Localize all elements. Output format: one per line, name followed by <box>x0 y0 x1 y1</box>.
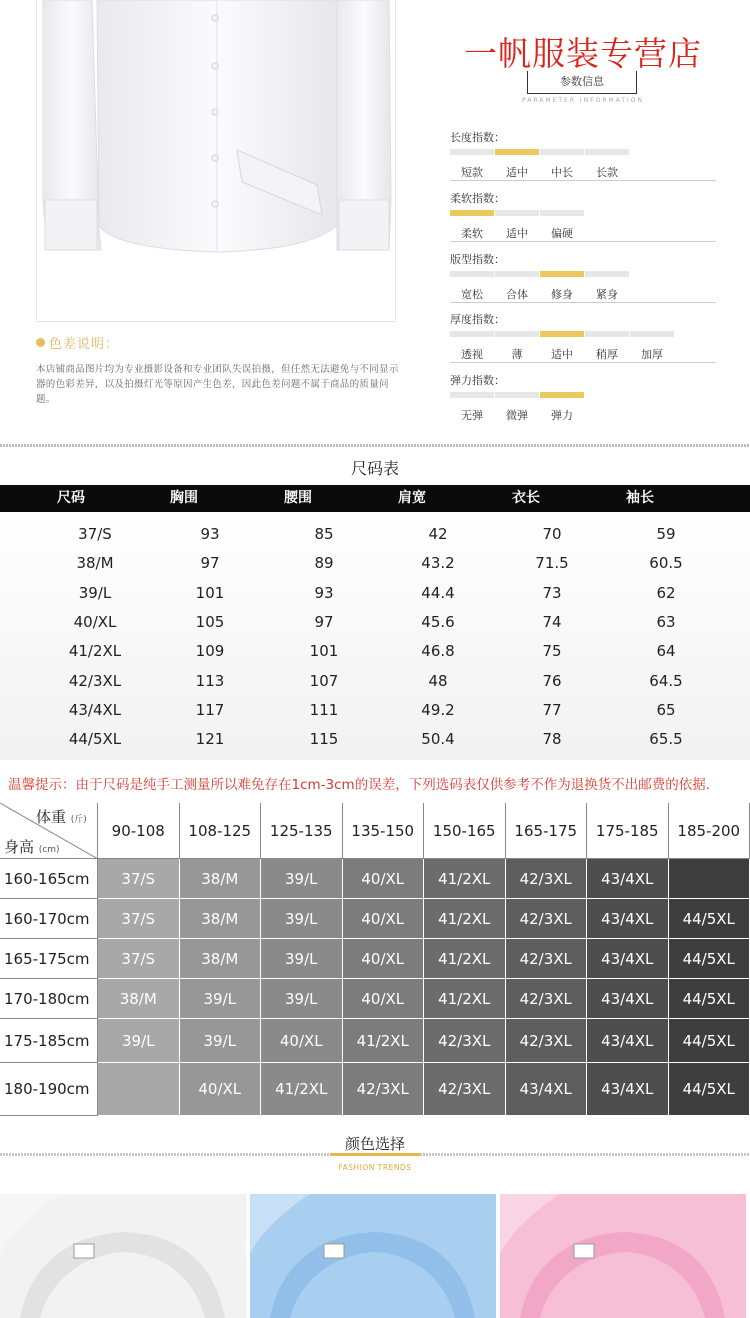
height-label: 身高 <box>4 838 35 856</box>
recommend-cell: 43/4XL <box>587 979 669 1019</box>
recommend-cell: 37/S <box>98 859 180 899</box>
size-cell: 97 <box>314 612 334 631</box>
height-header-cell: 175-185cm <box>0 1019 98 1063</box>
index-bar <box>450 271 716 301</box>
height-header-cell: 165-175cm <box>0 939 98 979</box>
recommend-cell: 39/L <box>98 1019 180 1063</box>
color-section-divider <box>0 1153 750 1156</box>
size-cell: 59 <box>656 525 676 543</box>
weight-header-cell: 125-135 <box>261 803 343 859</box>
index-bar <box>450 331 716 361</box>
recommend-cell: 40/XL <box>343 979 425 1019</box>
recommend-cell: 42/3XL <box>343 1063 425 1116</box>
index-option: 合体 <box>506 288 528 301</box>
size-recommendation-grid <box>0 803 750 1116</box>
recommend-cell: 37/S <box>98 939 180 979</box>
index-segment <box>495 331 539 337</box>
recommend-cell: 41/2XL <box>424 979 506 1019</box>
index-option: 短款 <box>461 166 483 179</box>
size-cell: 40/XL <box>73 612 117 631</box>
size-cell: 44.4 <box>421 583 455 602</box>
recommend-cell: 41/2XL <box>424 859 506 899</box>
recommend-cell: 39/L <box>261 899 343 939</box>
size-cell: 76 <box>542 671 562 690</box>
index-option: 弹力 <box>551 409 573 422</box>
color-section-subtitle: FASHION TRENDS <box>338 1163 412 1172</box>
recommend-cell: 44/5XL <box>669 899 750 939</box>
size-cell: 48 <box>428 671 448 690</box>
height-header-cell: 160-165cm <box>0 859 98 899</box>
weight-unit: (斤) <box>70 815 87 825</box>
gold-accent-line <box>330 1153 420 1156</box>
index-group <box>450 311 716 363</box>
index-option: 中长 <box>551 166 573 179</box>
weight-header-cell: 150-165 <box>424 803 506 859</box>
size-cell: 42/3XL <box>68 671 122 690</box>
recommend-cell: 43/4XL <box>587 1019 669 1063</box>
size-cell: 113 <box>195 671 225 690</box>
recommend-cell: 39/L <box>261 939 343 979</box>
recommend-cell: 37/S <box>98 899 180 939</box>
size-cell: 75 <box>542 642 562 661</box>
recommend-cell: 44/5XL <box>669 1063 750 1116</box>
recommend-cell: 41/2XL <box>261 1063 343 1116</box>
index-option: 适中 <box>506 227 528 240</box>
disclaimer-title-text: 色差说明： <box>49 337 120 352</box>
size-cell: 60.5 <box>649 554 683 573</box>
size-cell: 64 <box>656 642 676 661</box>
index-bar <box>450 392 716 422</box>
index-option: 宽松 <box>461 288 483 301</box>
weight-header-cell: 185-200 <box>669 803 750 859</box>
index-segment <box>585 331 629 337</box>
recommend-cell: 39/L <box>261 979 343 1019</box>
size-cell: 77 <box>542 700 562 719</box>
size-header-cell: 衣长 <box>512 490 540 506</box>
size-header-cell: 腰围 <box>284 490 312 506</box>
index-segment <box>585 149 629 155</box>
store-name: 一帆服装专营店 <box>464 34 702 73</box>
size-cell: 74 <box>542 612 562 631</box>
index-segment <box>450 271 494 277</box>
size-cell: 73 <box>542 583 562 602</box>
size-cell: 65 <box>656 700 676 719</box>
size-table-title: 尺码表 <box>350 459 399 478</box>
weight-header-cell: 175-185 <box>587 803 669 859</box>
recommend-cell: 40/XL <box>343 939 425 979</box>
product-image <box>36 0 396 322</box>
size-cell: 37/S <box>78 525 112 543</box>
index-segment <box>450 149 494 155</box>
index-bar <box>450 210 716 240</box>
recommend-cell <box>669 859 750 899</box>
recommend-cell: 38/M <box>98 979 180 1019</box>
index-option: 稍厚 <box>596 348 618 361</box>
size-cell: 109 <box>195 642 225 661</box>
size-cell: 43/4XL <box>68 700 122 719</box>
index-segment <box>495 210 539 216</box>
size-notice: 温馨提示：由于尺码是纯手工测量所以难免存在1cm-3cm的误差，下列选码表仅供参考不作为退换货不出邮费的依据. <box>8 777 710 793</box>
index-group <box>450 190 716 242</box>
size-cell: 121 <box>195 730 225 749</box>
recommend-cell: 43/4XL <box>587 899 669 939</box>
recommend-cell: 39/L <box>180 979 262 1019</box>
index-segment <box>540 210 584 216</box>
shirt-collar-icon <box>0 1194 246 1318</box>
size-header-cell: 胸围 <box>170 490 198 506</box>
weight-header-cell: 135-150 <box>343 803 425 859</box>
param-title: 参数信息 <box>527 71 637 94</box>
recommend-cell: 38/M <box>180 939 262 979</box>
index-group <box>450 251 716 303</box>
disclaimer-text: 本店铺商品图片均为专业摄影设备和专业团队失误拍摄，但任然无法避免与不同显示器的色彩差异，以及拍摄灯光等原因产生色差，因此色差问题不属于商品的质量问题。 <box>36 364 399 405</box>
size-cell: 41/2XL <box>68 642 122 661</box>
size-cell: 50.4 <box>421 730 455 749</box>
size-cell: 78 <box>542 730 562 749</box>
index-option: 加厚 <box>641 348 663 361</box>
weight-header-cell: 90-108 <box>98 803 180 859</box>
grid-corner-header <box>0 803 98 859</box>
index-segment <box>495 392 539 398</box>
size-cell: 39/L <box>78 583 112 602</box>
index-segment <box>450 331 494 337</box>
recommend-cell: 42/3XL <box>424 1063 506 1116</box>
bullet-dot-icon <box>36 338 45 347</box>
size-cell: 49.2 <box>421 700 455 719</box>
recommend-cell: 42/3XL <box>506 899 588 939</box>
recommend-cell: 42/3XL <box>506 979 588 1019</box>
size-cell: 70 <box>542 525 562 543</box>
height-header-cell: 180-190cm <box>0 1063 98 1116</box>
index-label: 弹力指数： <box>450 374 505 387</box>
recommend-cell: 43/4XL <box>587 859 669 899</box>
param-subtitle: PARAMETER INFORMATION <box>522 97 644 104</box>
size-cell: 44/5XL <box>68 730 122 749</box>
index-label: 柔软指数： <box>450 192 505 205</box>
size-cell: 89 <box>314 554 334 573</box>
index-segment <box>495 149 539 155</box>
index-option: 无弹 <box>461 409 483 422</box>
size-cell: 45.6 <box>421 612 455 631</box>
recommend-cell: 40/XL <box>180 1063 262 1116</box>
color-section-title: 颜色选择 <box>344 1135 405 1153</box>
size-cell: 115 <box>309 730 339 749</box>
white-shirt-illustration <box>37 0 396 322</box>
size-cell: 93 <box>314 583 334 602</box>
section-divider <box>0 444 750 447</box>
index-option: 紧身 <box>596 288 618 301</box>
height-header-cell: 160-170cm <box>0 899 98 939</box>
recommend-cell: 40/XL <box>343 899 425 939</box>
index-option: 偏硬 <box>551 227 573 240</box>
size-cell: 105 <box>195 612 225 631</box>
size-cell: 93 <box>200 525 220 543</box>
size-cell: 85 <box>314 525 334 543</box>
color-swatch-blue[interactable] <box>250 1194 496 1318</box>
recommend-cell <box>98 1063 180 1116</box>
index-group <box>450 372 716 422</box>
index-option: 柔软 <box>461 227 483 240</box>
size-header-cell: 肩宽 <box>398 490 426 506</box>
color-swatch-white[interactable] <box>0 1194 246 1318</box>
index-option: 透视 <box>461 348 483 361</box>
index-bar <box>450 149 716 179</box>
recommend-cell: 43/4XL <box>587 939 669 979</box>
size-cell: 42 <box>428 525 448 543</box>
recommend-cell: 38/M <box>180 899 262 939</box>
index-option: 适中 <box>551 348 573 361</box>
weight-axis-label <box>36 806 87 827</box>
recommend-cell: 42/3XL <box>424 1019 506 1063</box>
height-unit: (cm) <box>38 845 60 855</box>
recommend-cell: 42/3XL <box>506 939 588 979</box>
index-label: 长度指数： <box>450 131 505 144</box>
recommend-cell: 42/3XL <box>506 859 588 899</box>
index-segment <box>450 392 494 398</box>
size-cell: 46.8 <box>421 642 455 661</box>
size-header-cell: 袖长 <box>626 490 654 506</box>
size-table-body <box>0 512 750 760</box>
size-cell: 38/M <box>76 554 114 573</box>
height-axis-label <box>4 836 60 857</box>
shirt-collar-icon <box>500 1194 746 1318</box>
recommend-cell: 38/M <box>180 859 262 899</box>
product-info-section <box>0 0 750 445</box>
recommend-cell: 44/5XL <box>669 979 750 1019</box>
recommend-cell: 43/4XL <box>506 1063 588 1116</box>
size-cell: 64.5 <box>649 671 683 690</box>
size-cell: 65.5 <box>649 730 683 749</box>
index-segment <box>585 271 629 277</box>
shirt-collar-icon <box>250 1194 496 1318</box>
index-option: 薄 <box>511 348 523 361</box>
recommend-cell: 44/5XL <box>669 939 750 979</box>
size-header-cell: 尺码 <box>57 490 85 506</box>
index-segment <box>450 210 494 216</box>
index-label: 厚度指数： <box>450 313 505 326</box>
disclaimer-title <box>36 333 406 352</box>
height-header-cell: 170-180cm <box>0 979 98 1019</box>
size-cell: 101 <box>309 642 339 661</box>
weight-label: 体重 <box>36 808 67 826</box>
index-option: 修身 <box>551 288 573 301</box>
recommend-cell: 42/3XL <box>506 1019 588 1063</box>
weight-header-cell: 108-125 <box>180 803 262 859</box>
index-label: 版型指数： <box>450 253 505 266</box>
index-option: 微弹 <box>506 409 528 422</box>
size-cell: 62 <box>656 583 676 602</box>
size-table-header <box>0 485 750 512</box>
size-cell: 97 <box>200 554 220 573</box>
size-cell: 117 <box>195 700 225 719</box>
recommend-cell: 40/XL <box>261 1019 343 1063</box>
weight-header-cell: 165-175 <box>506 803 588 859</box>
index-option: 长款 <box>596 166 618 179</box>
size-cell: 71.5 <box>535 554 569 573</box>
recommend-cell: 41/2XL <box>343 1019 425 1063</box>
size-cell: 63 <box>656 612 676 631</box>
index-segment <box>540 392 584 398</box>
recommend-cell: 40/XL <box>343 859 425 899</box>
recommend-cell: 43/4XL <box>587 1063 669 1116</box>
size-cell: 101 <box>195 583 225 602</box>
size-cell: 107 <box>309 671 339 690</box>
color-swatch-pink[interactable] <box>500 1194 746 1318</box>
size-cell: 43.2 <box>421 554 455 573</box>
recommend-cell: 41/2XL <box>424 899 506 939</box>
recommend-cell: 39/L <box>261 859 343 899</box>
index-option: 适中 <box>506 166 528 179</box>
recommend-cell: 39/L <box>180 1019 262 1063</box>
index-segment <box>540 331 584 337</box>
recommend-cell: 44/5XL <box>669 1019 750 1063</box>
index-segment <box>540 149 584 155</box>
recommend-cell: 41/2XL <box>424 939 506 979</box>
index-group <box>450 129 716 181</box>
index-segment <box>630 331 674 337</box>
index-segment <box>495 271 539 277</box>
color-difference-note <box>36 333 406 407</box>
index-segment <box>540 271 584 277</box>
size-cell: 111 <box>309 700 339 719</box>
